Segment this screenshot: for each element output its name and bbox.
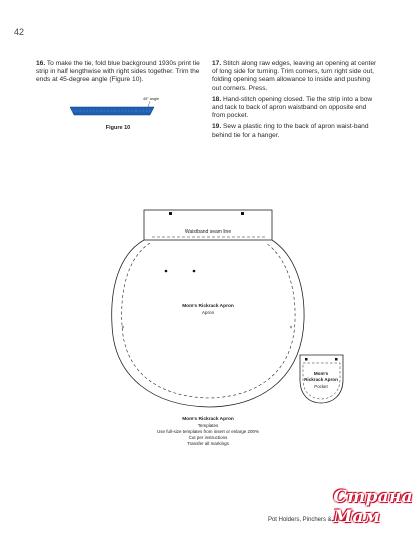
placement-dot bbox=[165, 270, 168, 273]
placement-dot bbox=[193, 270, 196, 273]
pocket-subtitle: Pocket bbox=[314, 384, 328, 389]
page-number: 42 bbox=[14, 27, 25, 37]
waistband-outline bbox=[144, 210, 272, 240]
footer-book-title: Pot Holders, Pinchers & More bbox=[267, 517, 347, 523]
angle-label: 45° angle bbox=[143, 97, 160, 101]
step-number: 17. bbox=[212, 60, 222, 67]
step-number: 18. bbox=[212, 95, 222, 103]
apron-title: Mom's Rickrack Apron bbox=[182, 304, 234, 309]
template-note: Transfer all markings bbox=[187, 441, 229, 446]
apron-seam-line bbox=[122, 243, 295, 398]
template-note: Templates bbox=[197, 423, 219, 428]
side-mark-right: × bbox=[289, 325, 293, 331]
pocket-mark-right bbox=[335, 358, 338, 361]
waistband-mark-left bbox=[169, 212, 172, 215]
side-mark-left: × bbox=[121, 325, 125, 331]
template-note: Use full-size templates from insert or enlarge 200% bbox=[156, 429, 260, 434]
step-text: Hand-stitch opening closed. Tie the strip into a bow and tack to back of apron waistband on opposite end from pocket. bbox=[212, 95, 373, 120]
watermark-logo: Страна Мам bbox=[333, 487, 413, 527]
waistband-label: Waistband seam line bbox=[184, 229, 232, 235]
template-notes-title: Mom's Rickrack Apron bbox=[182, 417, 234, 422]
step-number: 19. bbox=[212, 123, 222, 131]
apron-outline bbox=[112, 240, 304, 407]
step-text: To make the tie, fold blue background 1930s print tie strip in half lengthwise with right sides together. Trim the ends at 45-degree angle (Figure 10). bbox=[36, 60, 200, 84]
apron-subtitle: Apron bbox=[201, 310, 215, 315]
pocket-title-line2: Rickrack Apron bbox=[304, 377, 338, 382]
pocket-mark-left bbox=[305, 358, 308, 361]
waistband-mark-right bbox=[241, 212, 244, 215]
pocket-title-line1: Mom's bbox=[313, 371, 329, 376]
step-number: 16. bbox=[36, 60, 46, 67]
step-text: Sew a plastic ring to the back of apron waist-band behind tie for a hanger. bbox=[212, 123, 369, 139]
step-text: Stitch along raw edges, leaving an opening at center of long side for turning. Trim corners, turn right side out, folding opening seam allowance to inside and pushing out corners. Press. bbox=[212, 60, 377, 92]
template-note: Cut per instructions bbox=[188, 435, 228, 440]
figure-caption: Figure 10 bbox=[105, 125, 131, 131]
